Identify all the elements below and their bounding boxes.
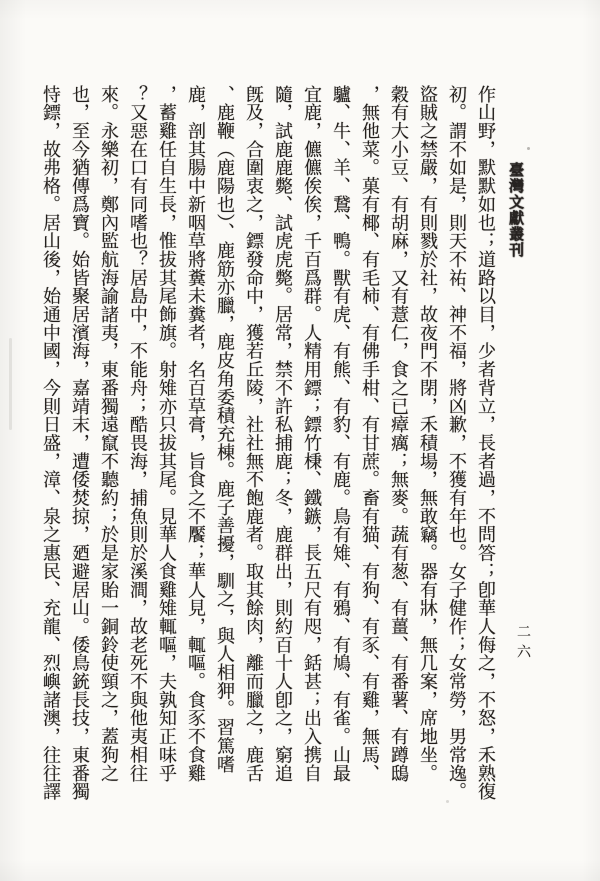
text-column: 初。謂不如是，則天不祐、神不福，將凶歉，不獲有年也。女子健作；女常勞，男常逸。 — [447, 85, 467, 801]
text-column: ，無他菜。菓有椰、有毛柿、有佛手柑、有甘蔗。畜有猫、有狗、有豕、有雞，無馬、 — [360, 85, 380, 783]
text-column: 鹿，剖其腸中新咽草將糞未糞者，名百草膏，旨食之不饜；華人見，輒嘔。食豕不食雞 — [186, 85, 206, 783]
body-text — [36, 85, 500, 809]
text-column: ？又惡在口有同嗜也？居島中，不能舟；酷畏海，捕魚則於溪澗，故老死不與他夷相往 — [128, 85, 148, 783]
text-column: 盜賊之禁嚴，有則戮於社，故夜門不閉，禾積場，無敢竊。器有牀，無几案，席地坐。 — [418, 85, 438, 783]
text-column: 作山野，默默如也；道路以目，少者背立，長者過，不問答；卽華人侮之，不怒，禾熟復 — [476, 85, 496, 801]
scan-smudge — [9, 338, 12, 430]
text-column: 、鹿鞭（鹿陽也）、鹿筋亦臘，鹿皮角委積充棟。鹿子善擾，馴之，與人相狎。習篤嗜 — [215, 85, 235, 774]
text-column: 驢、牛、羊、鵞、鴨。獸有虎、有熊、有豹、有鹿。鳥有雉、有鴉、有鳩、有雀。山最 — [331, 85, 351, 783]
text-column: 隨，試鹿鹿斃、試虎虎斃。居常，禁不許私捕鹿；冬，鹿群出，則約百十人卽之，窮追 — [273, 85, 293, 783]
scan-speck — [446, 800, 449, 803]
text-column: 恃鏢，故弗格。居山後，始通中國，今則日盛，漳、泉之惠民、充龍、烈嶼諸澳，往往譯 — [41, 85, 61, 801]
text-column: 旣及，合圍衷之，鏢發命中，獲若丘陵，社社無不飽鹿者。取其餘肉，離而臘之，鹿舌 — [244, 85, 264, 783]
text-column: ，蓄雞任自生長，惟拔其尾飾旗。射雉亦只拔其尾。見華人食雞雉輒嘔，夫孰知正味乎 — [157, 85, 177, 783]
text-column: 來。永樂初，鄭內監航海諭諸夷，東番獨遠竄不聽約；於是家貽一銅鈴使頸之，蓋狗之 — [99, 85, 119, 783]
scan-speck — [527, 147, 530, 150]
text-column: 也，至今猶傳爲寶。始皆聚居濱海，嘉靖末，遭倭焚掠，廼避居山。倭鳥銃長技，東番獨 — [70, 85, 90, 801]
text-column: 宜鹿，儦儦俟俟，千百爲群。人精用鏢；鏢竹棅、鐵鏃，長五尺有咫，銛甚；出入携自 — [302, 85, 322, 783]
series-title: 臺灣文獻叢刊 — [507, 162, 523, 258]
text-column: 穀有大小豆、有胡麻，又有薏仁，食之已瘴癘；無麥。蔬有葱、有薑、有番薯、有蹲鴟 — [389, 85, 409, 783]
page-number: 二六 — [515, 624, 530, 664]
